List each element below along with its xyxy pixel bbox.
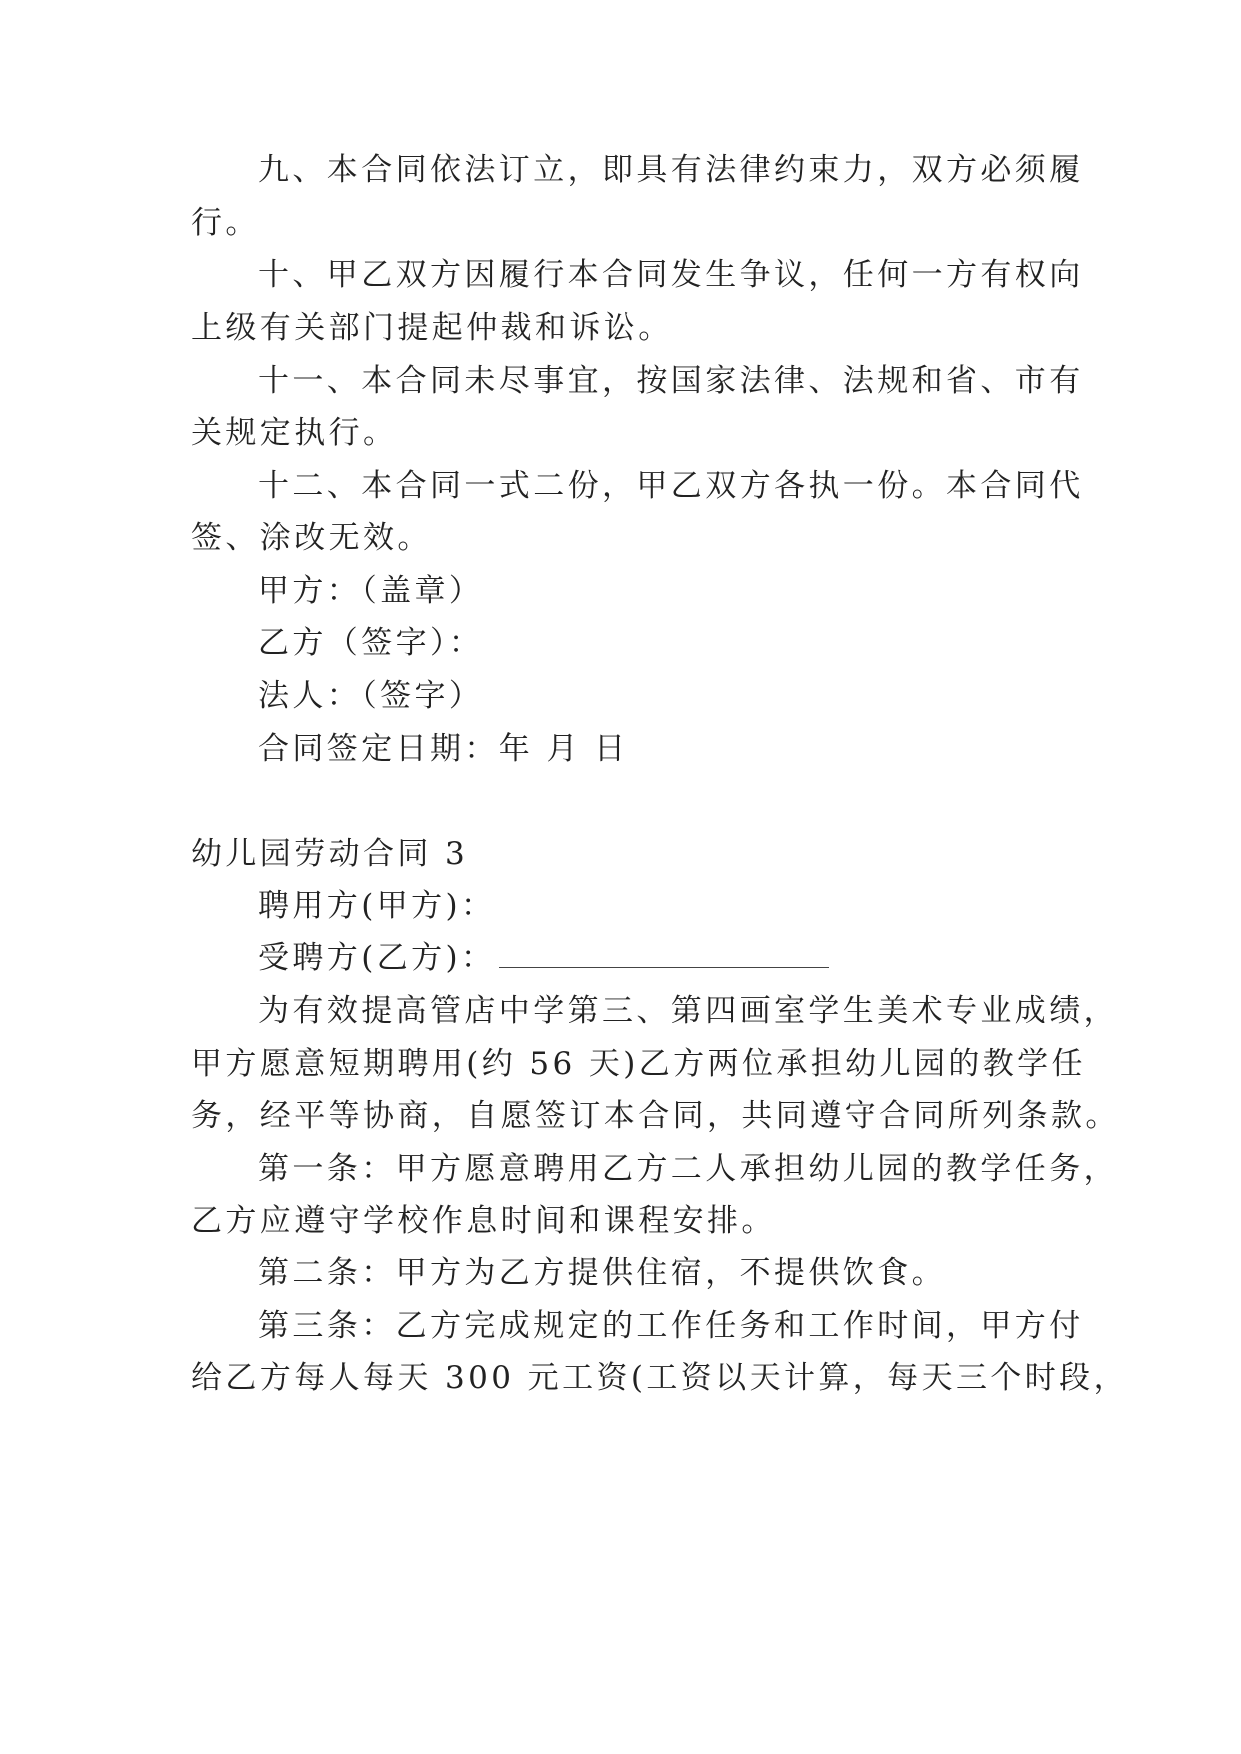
clause-9-line-1: 九、本合同依法订立，即具有法律约束力，双方必须履 xyxy=(258,152,1084,188)
party-a-signature: 甲方：（盖章） xyxy=(258,573,484,609)
clause-10-line-2: 上级有关部门提起仲裁和诉讼。 xyxy=(191,310,673,346)
article-1-line-1: 第一条：甲方愿意聘用乙方二人承担幼儿园的教学任务， xyxy=(258,1151,1118,1187)
intro-line-2: 甲方愿意短期聘用(约 56 天)乙方两位承担幼儿园的教学任 xyxy=(191,1046,1086,1082)
employee-blank xyxy=(499,941,829,968)
clause-10-line-1: 十、甲乙双方因履行本合同发生争议，任何一方有权向 xyxy=(258,257,1084,293)
clause-11-line-1: 十一、本合同未尽事宜，按国家法律、法规和省、市有 xyxy=(258,363,1084,399)
article-2: 第二条：甲方为乙方提供住宿，不提供饮食。 xyxy=(258,1255,946,1291)
clause-11-line-2: 关规定执行。 xyxy=(191,415,398,451)
article-3-line-2: 给乙方每人每天 300 元工资(工资以天计算，每天三个时段， xyxy=(191,1360,1128,1396)
intro-line-1: 为有效提高管店中学第三、第四画室学生美术专业成绩， xyxy=(258,993,1118,1029)
sign-date: 合同签定日期：年 月 日 xyxy=(258,731,629,767)
legal-rep-signature: 法人：（签字） xyxy=(258,678,484,714)
clause-9-line-2: 行。 xyxy=(191,205,260,241)
article-3-line-1: 第三条：乙方完成规定的工作任务和工作时间，甲方付 xyxy=(258,1308,1084,1344)
article-1-line-2: 乙方应遵守学校作息时间和课程安排。 xyxy=(191,1203,776,1239)
clause-12-line-1: 十二、本合同一式二份，甲乙双方各执一份。本合同代 xyxy=(258,468,1084,504)
employee-label: 受聘方(乙方)： xyxy=(258,940,496,976)
clause-12-line-2: 签、涂改无效。 xyxy=(191,520,432,556)
intro-line-3: 务，经平等协商，自愿签订本合同，共同遵守合同所列条款。 xyxy=(191,1098,1120,1134)
contract-3-title: 幼儿园劳动合同 3 xyxy=(191,836,469,872)
party-b-signature: 乙方（签字）： xyxy=(258,625,484,661)
employee-line xyxy=(258,938,1138,978)
employer-line: 聘用方(甲方)： xyxy=(258,888,496,924)
